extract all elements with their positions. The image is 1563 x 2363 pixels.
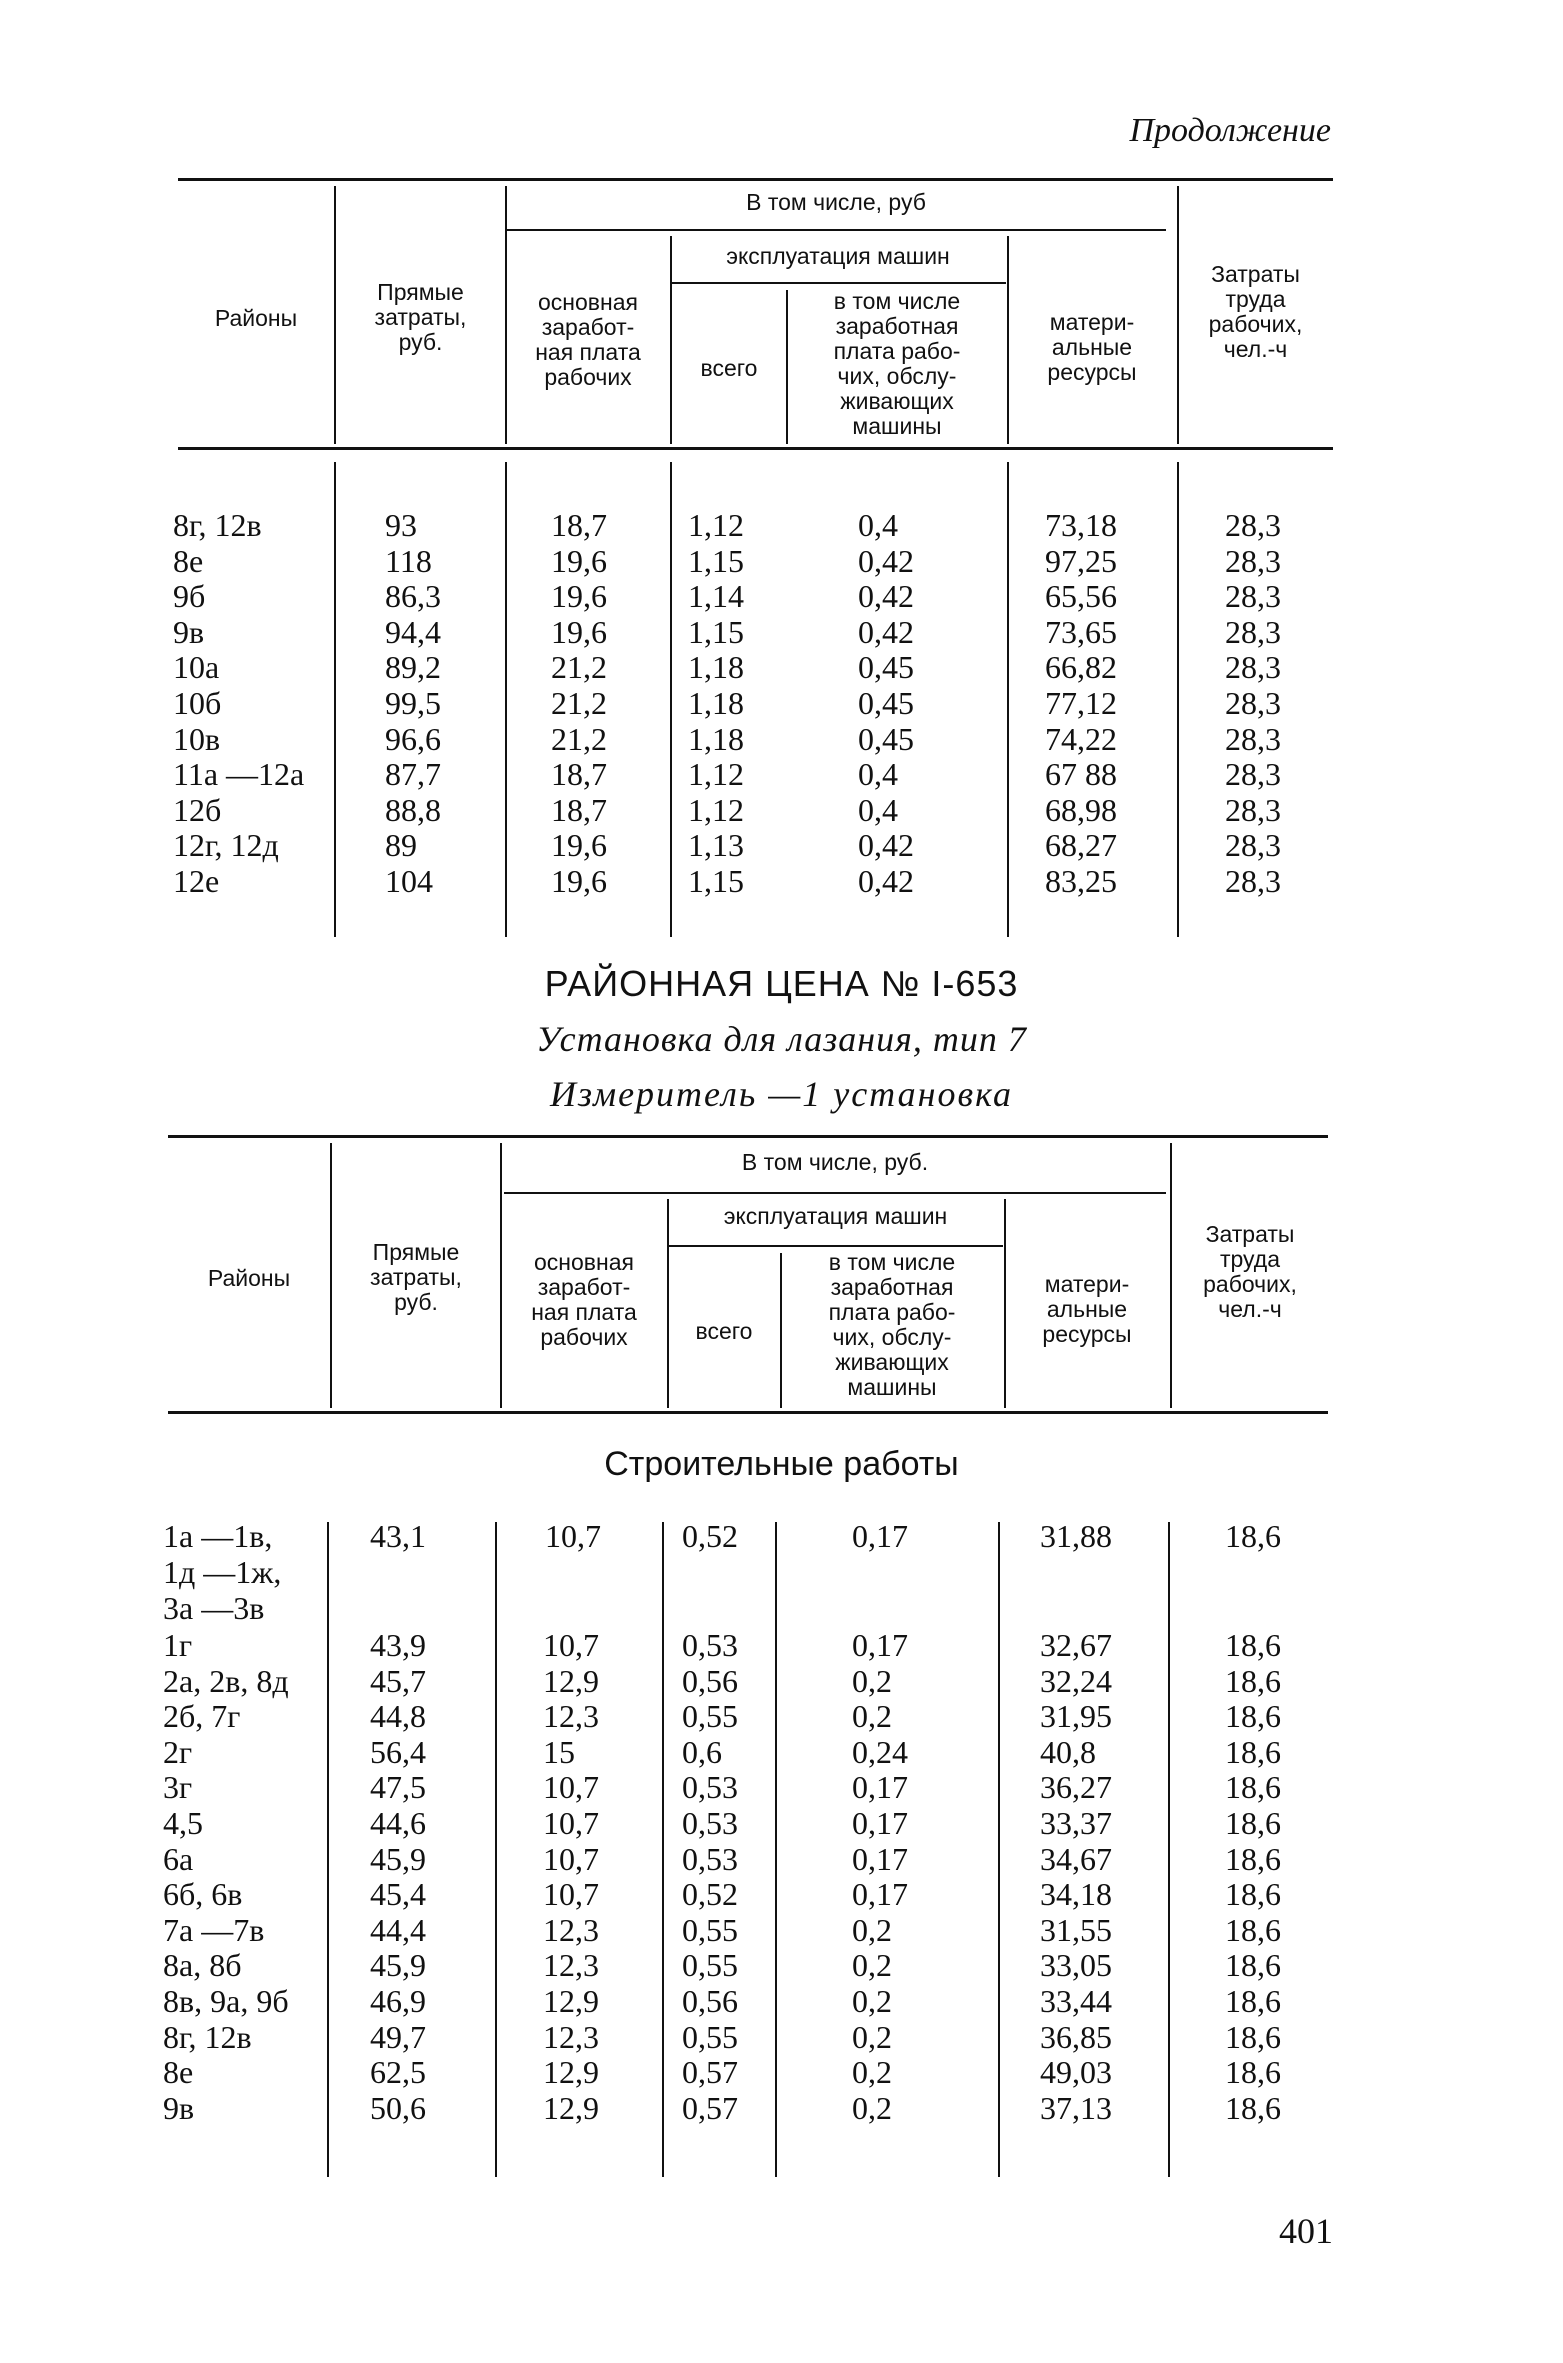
t2-cell-materials: 49,03 xyxy=(1040,2054,1112,2091)
t2-row xyxy=(0,1663,1563,1699)
t1-cell-labor: 28,3 xyxy=(1225,507,1281,543)
t2-cell-materials: 31,95 xyxy=(1040,1698,1112,1735)
header2-basic-wage: основная заработ- ная плата рабочих xyxy=(531,1249,637,1350)
t2-cell-incl: 0,24 xyxy=(852,1733,908,1770)
t1-cell-labor: 28,3 xyxy=(1225,578,1281,615)
t2-cell-incl: 0,17 xyxy=(852,1627,908,1663)
t1-cell-direct: 89 xyxy=(385,827,417,864)
t1-cell-region: 9в xyxy=(173,613,205,650)
t2-cell-incl: 0,2 xyxy=(852,1698,892,1735)
t1-cell-direct: 94,4 xyxy=(385,613,441,650)
t2-cell-wage: 12,3 xyxy=(543,1947,599,1984)
t1-cell-incl: 0,4 xyxy=(858,791,898,828)
t2-cell-labor: 18,6 xyxy=(1225,1840,1281,1877)
t1-cell-incl: 0,4 xyxy=(858,507,898,543)
t2-row xyxy=(0,1769,1563,1805)
t1-cell-region: 10а xyxy=(173,649,220,686)
t2-cell-region: 9в xyxy=(163,2089,195,2126)
t1-cell-region: 10в xyxy=(173,720,221,757)
t1-cell-direct: 88,8 xyxy=(385,791,441,828)
t1-cell-labor: 28,3 xyxy=(1225,542,1281,579)
t1-cell-labor: 28,3 xyxy=(1225,791,1281,828)
t1-cell-direct: 86,3 xyxy=(385,578,441,615)
t2-cell-incl: 0,17 xyxy=(852,1805,908,1841)
t2-cell-materials: 31,55 xyxy=(1040,1911,1112,1948)
t2-cell-incl: 0,2 xyxy=(852,2018,892,2055)
t2-cell-labor: 18,6 xyxy=(1225,1733,1281,1770)
t1-cell-direct: 118 xyxy=(385,542,432,579)
first-row-total: 0,52 xyxy=(682,1518,738,1554)
t1-cell-incl: 0,42 xyxy=(858,827,914,864)
t2-cell-total: 0,52 xyxy=(682,1876,738,1913)
t1-cell-materials: 68,98 xyxy=(1045,791,1117,828)
t2-cell-total: 0,53 xyxy=(682,1840,738,1877)
t2-cell-total: 0,6 xyxy=(682,1733,722,1770)
t1-cell-region: 12б xyxy=(173,791,222,828)
t2-cell-total: 0,57 xyxy=(682,2089,738,2126)
t2-cell-incl: 0,17 xyxy=(852,1769,908,1806)
header-direct-costs: Прямые затраты, руб. xyxy=(374,279,467,355)
t2-row xyxy=(0,2090,1563,2126)
t1-cell-region: 9б xyxy=(173,578,206,615)
t1-row xyxy=(0,649,1563,685)
t1-cell-total: 1,12 xyxy=(688,791,744,828)
t1-cell-wage: 18,7 xyxy=(551,507,607,543)
header2-labor: Затраты труда рабочих, чел.-ч xyxy=(1203,1221,1297,1322)
first-row-region-1: 1а —1в, xyxy=(163,1518,273,1554)
t2-cell-total: 0,55 xyxy=(682,1911,738,1948)
t2-cell-total: 0,55 xyxy=(682,1698,738,1735)
t1-cell-labor: 28,3 xyxy=(1225,720,1281,757)
t2-cell-region: 6а xyxy=(163,1840,194,1877)
t1-cell-labor: 28,3 xyxy=(1225,756,1281,793)
header2-total: всего xyxy=(695,1318,753,1344)
t2-cell-region: 2г xyxy=(163,1733,193,1770)
t2-cell-total: 0,56 xyxy=(682,1662,738,1699)
t2-cell-materials: 32,24 xyxy=(1040,1662,1112,1699)
t2-cell-direct: 45,4 xyxy=(370,1876,426,1913)
t1-row xyxy=(0,543,1563,579)
header2-direct-costs: Прямые затраты, руб. xyxy=(370,1239,462,1315)
section-unit: Измеритель —1 установка xyxy=(549,1074,1014,1114)
t2-cell-direct: 47,5 xyxy=(370,1769,426,1806)
t1-cell-region: 11а —12а xyxy=(173,756,305,793)
continuation-label: Продолжение xyxy=(1129,112,1331,149)
t1-cell-total: 1,18 xyxy=(688,685,744,721)
t2-cell-wage: 10,7 xyxy=(543,1627,599,1663)
t2-cell-direct: 45,7 xyxy=(370,1662,426,1699)
t2-cell-labor: 18,6 xyxy=(1225,1627,1281,1663)
t2-cell-direct: 44,4 xyxy=(370,1911,426,1948)
t2-cell-direct: 50,6 xyxy=(370,2089,426,2126)
header-labor: Затраты труда рабочих, чел.-ч xyxy=(1208,261,1303,362)
t1-cell-wage: 19,6 xyxy=(551,863,607,899)
t2-cell-region: 8г, 12в xyxy=(163,2018,252,2055)
t2-cell-region: 2б, 7г xyxy=(163,1698,241,1735)
t2-cell-materials: 33,05 xyxy=(1040,1947,1112,1984)
t2-cell-incl: 0,2 xyxy=(852,2089,892,2126)
first-row-wage: 10,7 xyxy=(545,1518,601,1554)
t2-row xyxy=(0,1841,1563,1877)
t1-cell-incl: 0,42 xyxy=(858,863,914,899)
t1-cell-total: 1,14 xyxy=(688,578,744,615)
t1-cell-incl: 0,45 xyxy=(858,685,914,721)
t2-cell-materials: 36,85 xyxy=(1040,2018,1112,2055)
t2-cell-direct: 56,4 xyxy=(370,1733,426,1770)
t2-cell-labor: 18,6 xyxy=(1225,2089,1281,2126)
t1-row xyxy=(0,792,1563,828)
header-basic-wage: основная заработ- ная плата рабочих xyxy=(535,289,641,390)
header-including: В том числе, руб xyxy=(746,189,926,215)
t2-cell-labor: 18,6 xyxy=(1225,1805,1281,1841)
t2-cell-total: 0,53 xyxy=(682,1769,738,1806)
header-incl-wage: в том числе заработная плата рабо- чих, обслу- живающих машины xyxy=(833,288,961,439)
t1-cell-direct: 93 xyxy=(385,507,417,543)
t1-cell-incl: 0,42 xyxy=(858,613,914,650)
header2-incl-wage: в том числе заработная плата рабо- чих, обслу- живающих машины xyxy=(828,1249,956,1400)
t1-cell-region: 10б xyxy=(173,685,222,721)
t1-cell-wage: 18,7 xyxy=(551,756,607,793)
t2-cell-incl: 0,17 xyxy=(852,1840,908,1877)
t1-cell-direct: 87,7 xyxy=(385,756,441,793)
t2-cell-wage: 12,3 xyxy=(543,1911,599,1948)
t2-cell-region: 7а —7в xyxy=(163,1911,265,1948)
t2-cell-total: 0,56 xyxy=(682,1983,738,2019)
t2-cell-region: 8а, 8б xyxy=(163,1947,242,1984)
t1-cell-materials: 97,25 xyxy=(1045,542,1117,579)
t2-cell-wage: 10,7 xyxy=(543,1840,599,1877)
t1-cell-materials: 77,12 xyxy=(1045,685,1117,721)
t1-row xyxy=(0,685,1563,721)
t2-row xyxy=(0,2054,1563,2090)
t1-row xyxy=(0,507,1563,543)
t2-cell-labor: 18,6 xyxy=(1225,2054,1281,2091)
t1-cell-total: 1,18 xyxy=(688,649,744,686)
t1-cell-wage: 21,2 xyxy=(551,685,607,721)
t1-cell-total: 1,13 xyxy=(688,827,744,864)
header2-machines: эксплуатация машин xyxy=(723,1203,948,1229)
t2-cell-region: 6б, 6в xyxy=(163,1876,243,1913)
t2-cell-materials: 34,18 xyxy=(1040,1876,1112,1913)
t1-row xyxy=(0,614,1563,650)
t2-cell-wage: 12,9 xyxy=(543,2089,599,2126)
header-machines: эксплуатация машин xyxy=(726,243,950,269)
t2-cell-region: 2а, 2в, 8д xyxy=(163,1662,289,1699)
t2-cell-direct: 44,6 xyxy=(370,1805,426,1841)
section-title: РАЙОННАЯ ЦЕНА № I-653 xyxy=(544,963,1019,1004)
t2-cell-incl: 0,2 xyxy=(852,1911,892,1948)
t2-cell-wage: 15 xyxy=(543,1733,575,1770)
header2-materials: матери- альные ресурсы xyxy=(1042,1271,1132,1347)
t2-cell-total: 0,53 xyxy=(682,1805,738,1841)
subsection-title: Строительные работы xyxy=(604,1445,959,1483)
t1-row xyxy=(0,578,1563,614)
t2-cell-labor: 18,6 xyxy=(1225,1769,1281,1806)
t1-cell-labor: 28,3 xyxy=(1225,649,1281,686)
t1-cell-total: 1,15 xyxy=(688,613,744,650)
t2-cell-wage: 12,9 xyxy=(543,2054,599,2091)
t1-row xyxy=(0,756,1563,792)
t1-cell-incl: 0,42 xyxy=(858,542,914,579)
t2-row xyxy=(0,1983,1563,2019)
t1-cell-total: 1,12 xyxy=(688,507,744,543)
t1-cell-materials: 83,25 xyxy=(1045,863,1117,899)
t2-cell-wage: 12,3 xyxy=(543,2018,599,2055)
t1-cell-incl: 0,4 xyxy=(858,756,898,793)
first-row-incl: 0,17 xyxy=(852,1518,908,1554)
header-materials: матери- альные ресурсы xyxy=(1047,309,1137,385)
t1-cell-wage: 19,6 xyxy=(551,827,607,864)
t1-cell-labor: 28,3 xyxy=(1225,827,1281,864)
t2-row xyxy=(0,1876,1563,1912)
t2-row xyxy=(0,1947,1563,1983)
t1-cell-region: 12е xyxy=(173,863,220,899)
t2-cell-region: 3г xyxy=(163,1769,193,1806)
t1-cell-labor: 28,3 xyxy=(1225,685,1281,721)
t1-cell-total: 1,12 xyxy=(688,756,744,793)
t1-cell-labor: 28,3 xyxy=(1225,863,1281,899)
t2-row xyxy=(0,1805,1563,1841)
t2-row xyxy=(0,1627,1563,1663)
t1-cell-incl: 0,42 xyxy=(858,578,914,615)
t2-cell-wage: 12,9 xyxy=(543,1983,599,2019)
header2-regions: Районы xyxy=(207,1265,291,1291)
t2-cell-incl: 0,2 xyxy=(852,1983,892,2019)
t2-cell-labor: 18,6 xyxy=(1225,1698,1281,1735)
t2-cell-materials: 34,67 xyxy=(1040,1840,1112,1877)
t1-cell-materials: 73,65 xyxy=(1045,613,1117,650)
t2-cell-wage: 12,3 xyxy=(543,1698,599,1735)
t1-cell-materials: 67 88 xyxy=(1045,756,1117,793)
t1-cell-incl: 0,45 xyxy=(858,720,914,757)
t2-cell-materials: 33,37 xyxy=(1040,1805,1112,1841)
first-row-labor: 18,6 xyxy=(1225,1518,1281,1554)
t1-cell-direct: 96,6 xyxy=(385,720,441,757)
t1-cell-materials: 74,22 xyxy=(1045,720,1117,757)
header2-including: В том числе, руб. xyxy=(741,1149,929,1175)
t1-cell-materials: 73,18 xyxy=(1045,507,1117,543)
t1-cell-direct: 89,2 xyxy=(385,649,441,686)
t2-cell-direct: 43,9 xyxy=(370,1627,426,1663)
t2-cell-total: 0,57 xyxy=(682,2054,738,2091)
t1-cell-wage: 21,2 xyxy=(551,720,607,757)
t2-cell-wage: 10,7 xyxy=(543,1805,599,1841)
t1-cell-total: 1,15 xyxy=(688,542,744,579)
t2-cell-region: 4,5 xyxy=(163,1805,203,1841)
t2-cell-total: 0,55 xyxy=(682,2018,738,2055)
t2-cell-direct: 49,7 xyxy=(370,2018,426,2055)
t2-cell-region: 1г xyxy=(163,1627,193,1663)
t2-cell-materials: 40,8 xyxy=(1040,1733,1096,1770)
t2-cell-incl: 0,2 xyxy=(852,1947,892,1984)
t2-cell-labor: 18,6 xyxy=(1225,2018,1281,2055)
t2-cell-materials: 33,44 xyxy=(1040,1983,1112,2019)
t1-cell-materials: 65,56 xyxy=(1045,578,1117,615)
t1-cell-materials: 66,82 xyxy=(1045,649,1117,686)
t2-cell-labor: 18,6 xyxy=(1225,1983,1281,2019)
t1-cell-incl: 0,45 xyxy=(858,649,914,686)
t1-cell-direct: 104 xyxy=(385,863,433,899)
t1-cell-wage: 19,6 xyxy=(551,542,607,579)
first-row-region-3: 3а —3в xyxy=(163,1590,265,1626)
t2-cell-labor: 18,6 xyxy=(1225,1876,1281,1913)
t1-row xyxy=(0,827,1563,863)
t2-row xyxy=(0,2019,1563,2055)
t2-cell-materials: 36,27 xyxy=(1040,1769,1112,1806)
t1-cell-region: 12г, 12д xyxy=(173,827,279,864)
t1-cell-total: 1,15 xyxy=(688,863,744,899)
t2-cell-incl: 0,2 xyxy=(852,2054,892,2091)
t1-cell-wage: 18,7 xyxy=(551,791,607,828)
t2-cell-direct: 46,9 xyxy=(370,1983,426,2019)
t2-cell-incl: 0,2 xyxy=(852,1662,892,1699)
t1-cell-materials: 68,27 xyxy=(1045,827,1117,864)
t2-row xyxy=(0,1912,1563,1948)
header-regions: Районы xyxy=(214,305,298,331)
t2-cell-total: 0,55 xyxy=(682,1947,738,1984)
t2-cell-materials: 37,13 xyxy=(1040,2089,1112,2126)
section-subtitle: Установка для лазания, тип 7 xyxy=(536,1019,1027,1059)
t1-cell-region: 8г, 12в xyxy=(173,507,262,543)
t2-cell-total: 0,53 xyxy=(682,1627,738,1663)
first-row-direct: 43,1 xyxy=(370,1518,426,1554)
t1-row xyxy=(0,721,1563,757)
t2-cell-region: 8в, 9а, 9б xyxy=(163,1983,289,2019)
page-number: 401 xyxy=(1279,2211,1333,2251)
first-row-materials: 31,88 xyxy=(1040,1518,1112,1554)
first-row-region-2: 1д —1ж, xyxy=(163,1554,282,1590)
t1-cell-labor: 28,3 xyxy=(1225,613,1281,650)
t2-cell-direct: 44,8 xyxy=(370,1698,426,1735)
t2-cell-labor: 18,6 xyxy=(1225,1662,1281,1699)
header-total: всего xyxy=(700,355,758,381)
t1-cell-wage: 19,6 xyxy=(551,613,607,650)
t1-cell-direct: 99,5 xyxy=(385,685,441,721)
t2-cell-labor: 18,6 xyxy=(1225,1911,1281,1948)
t2-cell-direct: 62,5 xyxy=(370,2054,426,2091)
t1-cell-wage: 19,6 xyxy=(551,578,607,615)
t2-cell-direct: 45,9 xyxy=(370,1840,426,1877)
t2-cell-region: 8е xyxy=(163,2054,194,2091)
t2-cell-direct: 45,9 xyxy=(370,1947,426,1984)
t1-cell-region: 8е xyxy=(173,542,204,579)
t1-cell-wage: 21,2 xyxy=(551,649,607,686)
t2-cell-wage: 10,7 xyxy=(543,1769,599,1806)
t2-row xyxy=(0,1734,1563,1770)
t2-cell-wage: 10,7 xyxy=(543,1876,599,1913)
t2-cell-wage: 12,9 xyxy=(543,1662,599,1699)
t1-cell-total: 1,18 xyxy=(688,720,744,757)
t2-cell-labor: 18,6 xyxy=(1225,1947,1281,1984)
t2-cell-materials: 32,67 xyxy=(1040,1627,1112,1663)
t2-row xyxy=(0,1698,1563,1734)
t1-row xyxy=(0,863,1563,899)
t2-cell-incl: 0,17 xyxy=(852,1876,908,1913)
